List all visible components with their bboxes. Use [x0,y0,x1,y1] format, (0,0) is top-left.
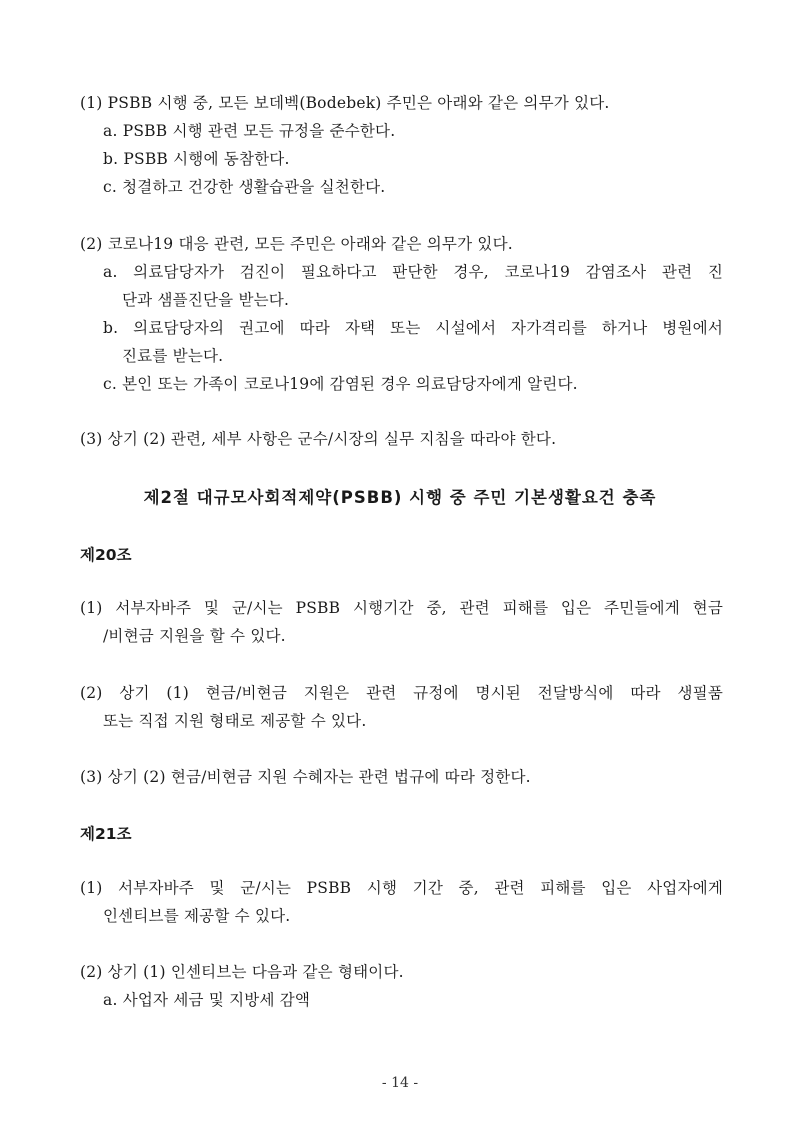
list-item: a. 의료담당자가 검진이 필요하다고 판단한 경우, 코로나19 감염조사 관련 진 [103,263,723,281]
list-item: c. 본인 또는 가족이 코로나19에 감염된 경우 의료담당자에게 알린다. [103,375,578,393]
section-title: 제2절 대규모사회적제약(PSBB) 시행 중 주민 기본생활요건 충족 [143,488,657,507]
page-number: - 14 - [381,1075,419,1091]
paragraph-line: (2) 상기 (1) 인센티브는 다음과 같은 형태이다. [80,963,404,981]
list-item: c. 청결하고 건강한 생활습관을 실천한다. [103,178,386,196]
paragraph-line: (2) 코로나19 대응 관련, 모든 주민은 아래와 같은 의무가 있다. [80,235,513,253]
list-item: b. 의료담당자의 권고에 따라 자택 또는 시설에서 자가격리를 하거나 병원에서 [103,319,723,337]
list-item: b. PSBB 시행에 동참한다. [103,150,290,168]
paragraph-line: (2) 상기 (1) 현금/비현금 지원은 관련 규정에 명시된 전달방식에 따라 생필품 [80,684,723,702]
paragraph-line: (3) 상기 (2) 관련, 세부 사항은 군수/시장의 실무 지침을 따라야 한다. [80,430,557,448]
article-heading: 제20조 [80,546,132,564]
list-item-continuation: 단과 샘플진단을 받는다. [122,291,290,309]
article-heading: 제21조 [80,825,132,843]
paragraph-line: (1) 서부자바주 및 군/시는 PSBB 시행기간 중, 관련 피해를 입은 주민들에게 현금 [80,599,723,617]
list-item: a. 사업자 세금 및 지방세 감액 [103,991,311,1009]
paragraph-continuation: /비현금 지원을 할 수 있다. [103,627,286,645]
paragraph-line: (3) 상기 (2) 현금/비현금 지원 수혜자는 관련 법규에 따라 정한다. [80,768,531,786]
paragraph-continuation: 또는 직접 지원 형태로 제공할 수 있다. [103,712,367,730]
list-item-continuation: 진료를 받는다. [122,347,224,365]
paragraph-line: (1) 서부자바주 및 군/시는 PSBB 시행 기간 중, 관련 피해를 입은 사업자에게 [80,879,723,897]
list-item: a. PSBB 시행 관련 모든 규정을 준수한다. [103,122,396,140]
paragraph-continuation: 인센티브를 제공할 수 있다. [103,907,291,925]
paragraph-line: (1) PSBB 시행 중, 모든 보데벡(Bodebek) 주민은 아래와 같은 의무가 있다. [80,94,610,112]
